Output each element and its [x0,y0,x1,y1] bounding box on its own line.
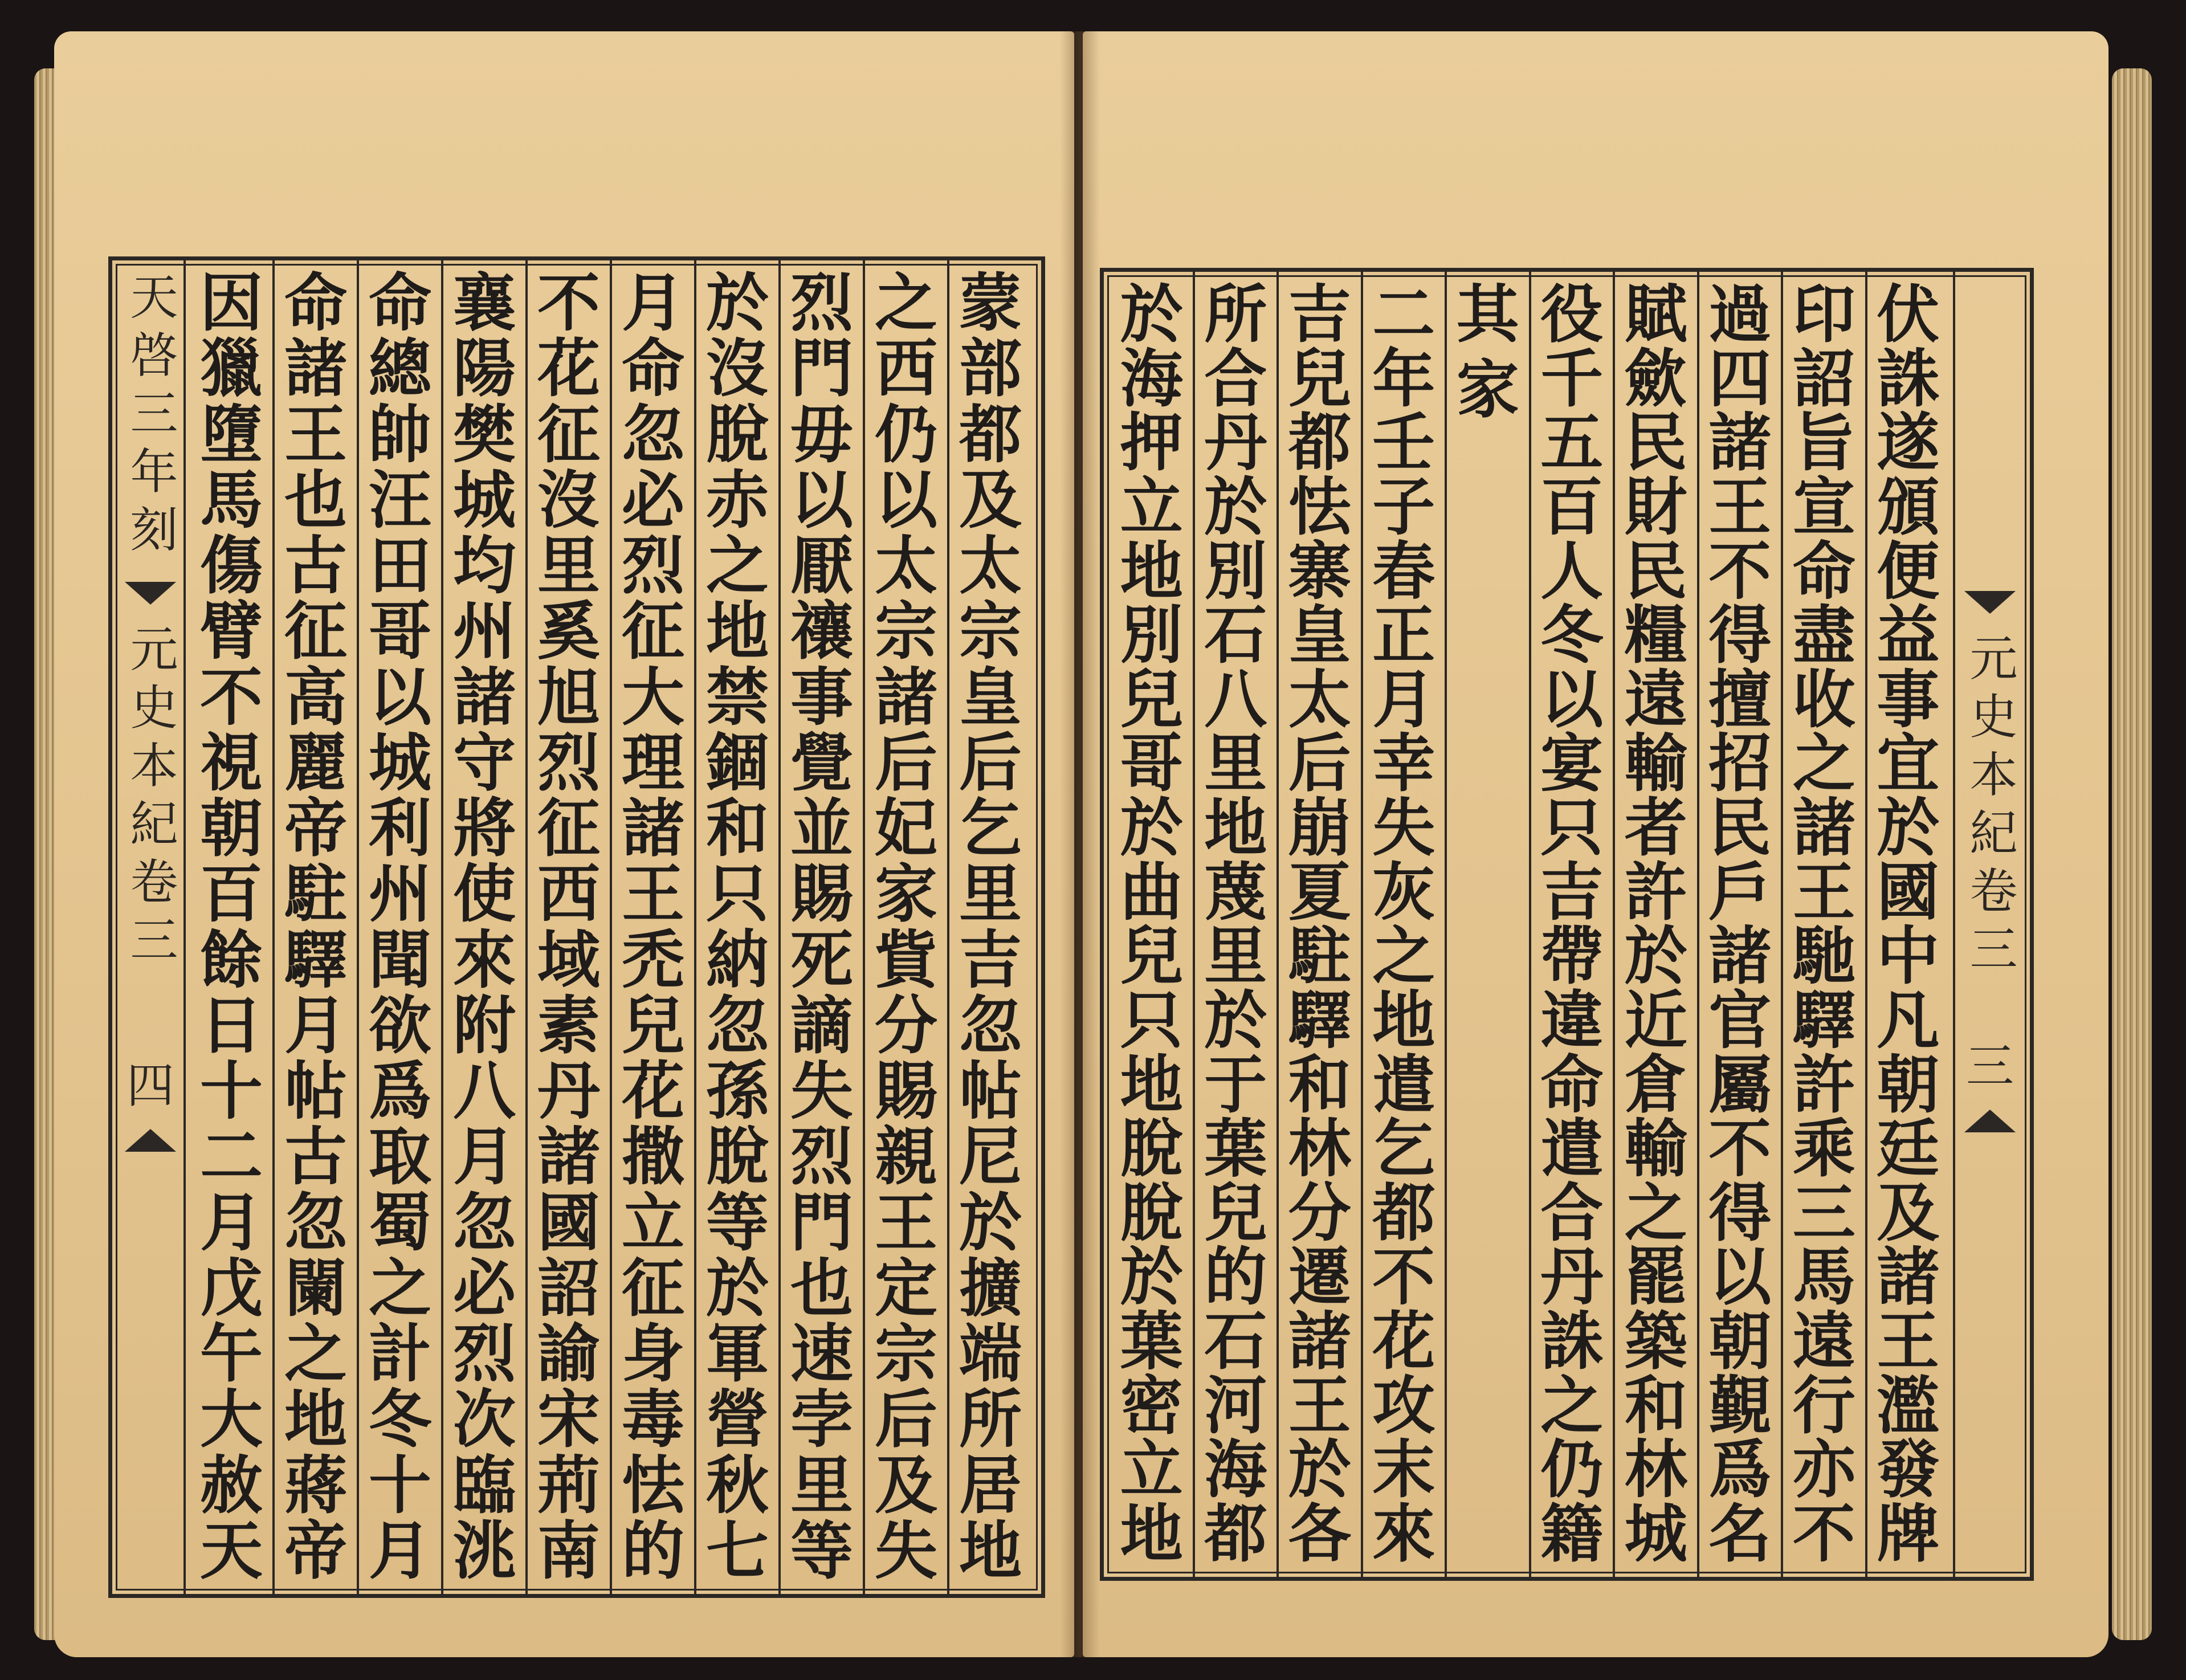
book-gutter [1060,31,1100,1657]
column-divider [1953,272,1955,1577]
left-text-frame [108,256,1045,1598]
edition-note: 天啓三年刻 [123,272,178,562]
volume-title: 元史本紀卷三 [1962,633,2018,982]
right-margin-column [1959,283,2021,1143]
text-column: 襄 陽 樊 城 均 州 諸 守 將 使 來 附 八 月 忽 必 烈 次 臨 洮 [453,266,516,1588]
fishtail-mark [125,582,176,605]
text-column: 印 詔 旨 宣 命 盡 收 之 諸 王 馳 驛 許 乘 三 馬 遠 行 亦 不 [1792,278,1855,1571]
text-column: 命 總 帥 汪 田 哥 以 城 利 州 聞 欲 爲 取 蜀 之 計 冬 十 月 [369,266,431,1588]
column-divider [183,260,186,1594]
text-column: 命 諸 王 也 古 征 高 麗 帝 駐 驛 月 帖 古 忽 闌 之 地 蔣 帝 [284,266,347,1588]
text-column: 所 合 丹 於 別 石 八 里 地 蔑 里 於 于 葉 兒 的 石 河 海 都 [1204,278,1267,1571]
fishtail-mark-lower [1964,1110,2016,1132]
text-column: 其 家 [1456,278,1519,426]
text-column: 伏 誅 遂 頒 便 益 事 宜 於 國 中 凡 朝 廷 及 諸 王 濫 發 牌 [1877,278,1940,1571]
text-column: 吉 兒 都 怯 寨 皇 太 后 崩 夏 駐 驛 和 林 分 遷 諸 王 於 各 [1288,278,1351,1571]
volume-title: 元史本紀卷三 [123,624,178,973]
text-column: 二 年 壬 子 春 正 月 幸 失 灰 之 地 遣 乞 都 不 花 攻 末 來 [1372,278,1435,1571]
text-column: 之 西 仍 以 太 宗 諸 后 妃 家 貲 分 賜 親 王 定 宗 后 及 失 [875,266,937,1588]
text-column: 賦 歛 民 財 民 糧 遠 輸 者 許 於 近 倉 輸 之 罷 築 和 林 城 [1624,278,1687,1571]
text-column: 蒙 部 都 及 太 宗 皇 后 乞 里 吉 忽 帖 尼 於 擴 端 所 居 地 [959,266,1022,1588]
right-text-frame [1100,268,2034,1581]
text-column: 於 沒 脫 赤 之 地 禁 錮 和 只 納 忽 孫 脫 等 於 軍 營 秋 七 [706,266,769,1588]
text-column: 役 千 五 百 人 冬 以 宴 只 吉 帶 違 命 遣 合 丹 誅 之 仍 籍 [1540,278,1604,1571]
folio-number: 四 [126,1058,174,1114]
text-column: 月 命 忽 必 烈 征 大 理 諸 王 禿 兒 花 撒 立 征 身 毒 怯 的 [622,266,684,1588]
text-column: 不 花 征 沒 里 奚 旭 烈 征 西 域 素 丹 諸 國 詔 諭 宋 荊 南 [537,266,600,1588]
fishtail-mark [1964,591,2016,614]
left-margin-column [119,272,182,1162]
fishtail-mark-lower [125,1129,176,1152]
right-page-edges [2112,68,2152,1640]
text-column: 因 獵 墮 馬 傷 臂 不 視 朝 百 餘 日 十 二 月 戊 午 大 赦 天 [200,266,263,1588]
folio-number: 三 [1965,1038,2014,1094]
text-column: 烈 門 毋 以 厭 禳 事 覺 並 賜 死 謫 失 烈 門 也 速 孛 里 等 [790,266,853,1588]
text-column: 過 四 諸 王 不 得 擅 招 民 戶 諸 官 屬 不 得 以 朝 覲 爲 名 [1708,278,1772,1571]
text-column: 於 海 押 立 地 別 兒 哥 於 曲 兒 只 地 脫 脫 於 葉 密 立 地 [1120,278,1183,1571]
